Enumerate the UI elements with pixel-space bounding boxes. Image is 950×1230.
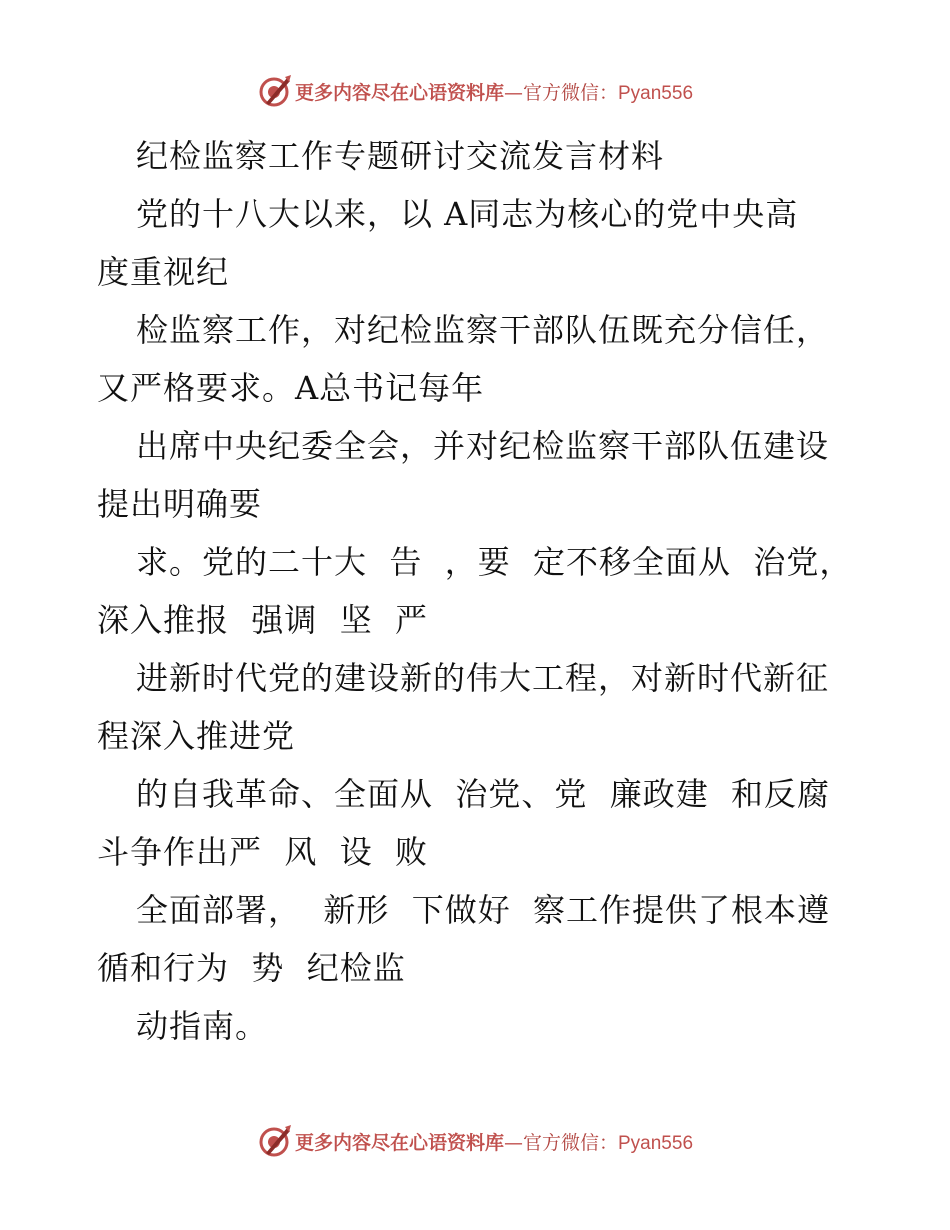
banner-wechat-id: Pyan556: [618, 1132, 694, 1154]
paragraph-line: 斗争作出严 风 设 败: [97, 833, 429, 871]
banner-dash: —: [503, 1131, 523, 1154]
banner-dash: —: [503, 81, 523, 104]
banner-wechat-id: Pyan556: [618, 82, 694, 104]
paragraph-line: 求。党的二十大 告 ，要 定不移全面从 治党，: [136, 543, 853, 581]
banner-wechat-label: 官方微信：: [522, 1131, 618, 1154]
paragraph-line: 程深入推进党: [97, 717, 296, 755]
header-banner: [0, 71, 950, 111]
paragraph-line: 的自我革命、全面从 治党、党 廉政建 和反腐: [136, 775, 831, 813]
paragraph-line: 循和行为 势 纪检监: [97, 949, 406, 987]
quill-circle-icon: [257, 1123, 293, 1159]
paragraph-line: 党的十八大以来，以 A同志为核心的党中央高: [136, 195, 799, 233]
document-body: [97, 127, 867, 1055]
footer-banner: [0, 1121, 950, 1161]
paragraph-line: 检监察工作，对纪检监察干部队伍既充分信任，: [136, 311, 830, 349]
quill-circle-icon: [257, 73, 293, 109]
banner-text: [295, 78, 693, 105]
document-title: 纪检监察工作专题研讨交流发言材料: [136, 137, 665, 175]
banner-main-text: 更多内容尽在心语资料库: [294, 1131, 504, 1154]
paragraph-line: 又严格要求。A总书记每年: [97, 369, 485, 407]
paragraph-line: 深入推报 强调 坚 严: [97, 601, 429, 639]
banner-wechat-label: 官方微信：: [522, 81, 618, 104]
paragraph-line: 进新时代党的建设新的伟大工程，对新时代新征: [136, 659, 830, 697]
banner-text: [295, 1128, 693, 1155]
paragraph-line: 度重视纪: [97, 253, 230, 291]
paragraph-line: 出席中央纪委全会，并对纪检监察干部队伍建设: [136, 427, 830, 465]
paragraph-line: 动指南。: [136, 1007, 269, 1045]
banner-main-text: 更多内容尽在心语资料库: [294, 81, 504, 104]
paragraph-line: 全面部署， 新形 下做好 察工作提供了根本遵: [136, 891, 831, 929]
paragraph-line: 提出明确要: [97, 485, 263, 523]
